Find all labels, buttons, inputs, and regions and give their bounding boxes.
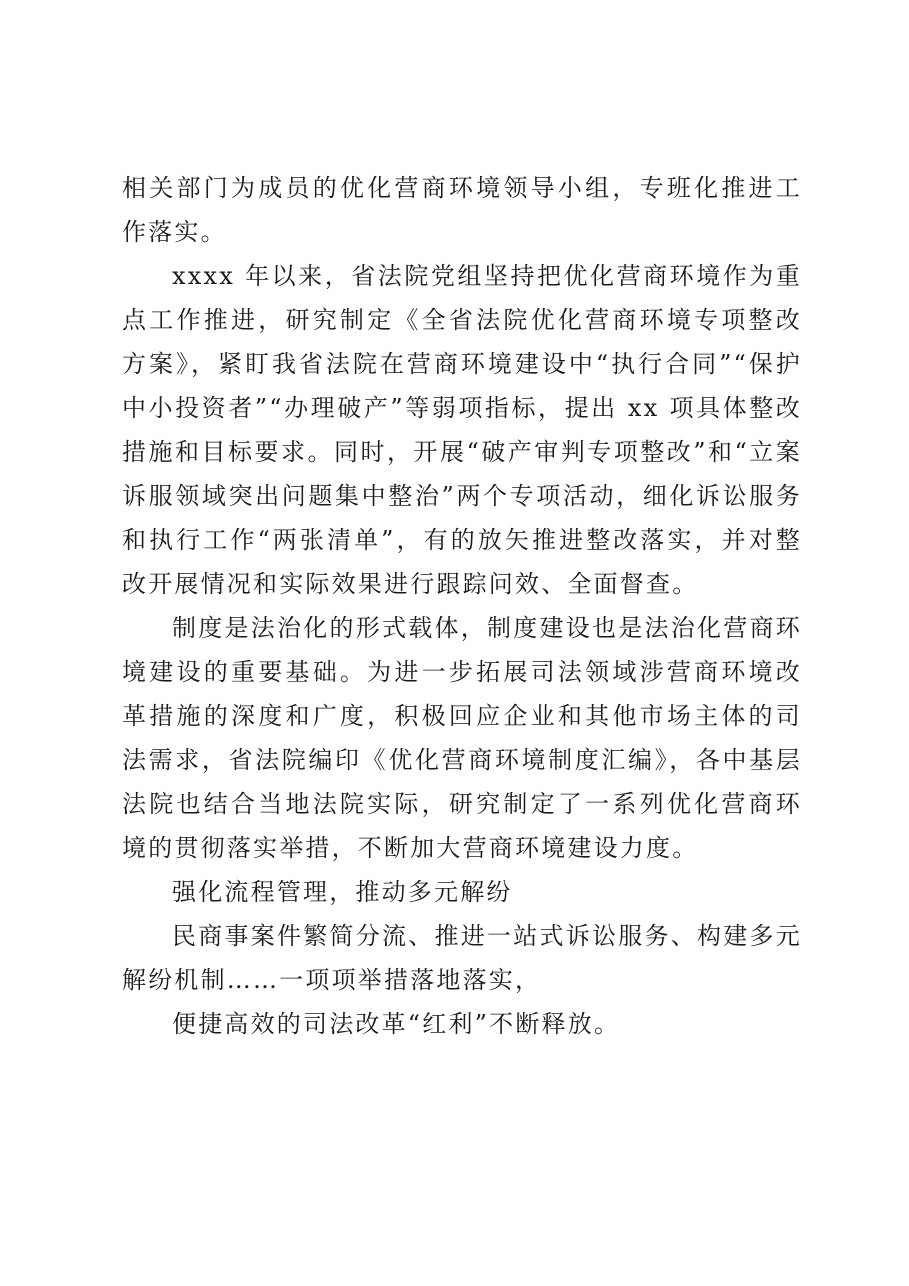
paragraph-2: xxxx 年以来，省法院党组坚持把优化营商环境作为重点工作推进，研究制定《全省法院优化营商环境专项整改方案》，紧盯我省法院在营商环境建设中“执行合同”“保护中小投资者”“办理破产”等弱项指标，提出 xx 项具体整改措施和目标要求。同时，开展“破产审判专项整改”和“立案诉服领域突出问题集中整治”两个专项活动，细化诉讼服务和执行工作“两张清单”，有的放矢推进整改落实，并对整改开展情况和实际效果进行跟踪问效、全面督查。 <box>122 262 802 598</box>
paragraph-6: 便捷高效的司法改革“红利”不断释放。 <box>172 1010 621 1038</box>
section-heading: 强化流程管理，推动多元解纷 <box>172 878 513 906</box>
paragraph-1: 相关部门为成员的优化营商环境领导小组，专班化推进工作落实。 <box>122 174 802 246</box>
paragraph-5: 民商事案件繁简分流、推进一站式诉讼服务、构建多元解纷机制……一项项举措落地落实， <box>122 922 802 994</box>
document-body <box>122 166 802 1046</box>
paragraph-3: 制度是法治化的形式载体，制度建设也是法治化营商环境建设的重要基础。为进一步拓展司法领域涉营商环境改革措施的深度和广度，积极回应企业和其他市场主体的司法需求，省法院编印《优化营商环境制度汇编》，各中基层法院也结合当地法院实际，研究制定了一系列优化营商环境的贯彻落实举措，不断加大营商环境建设力度。 <box>122 614 802 862</box>
